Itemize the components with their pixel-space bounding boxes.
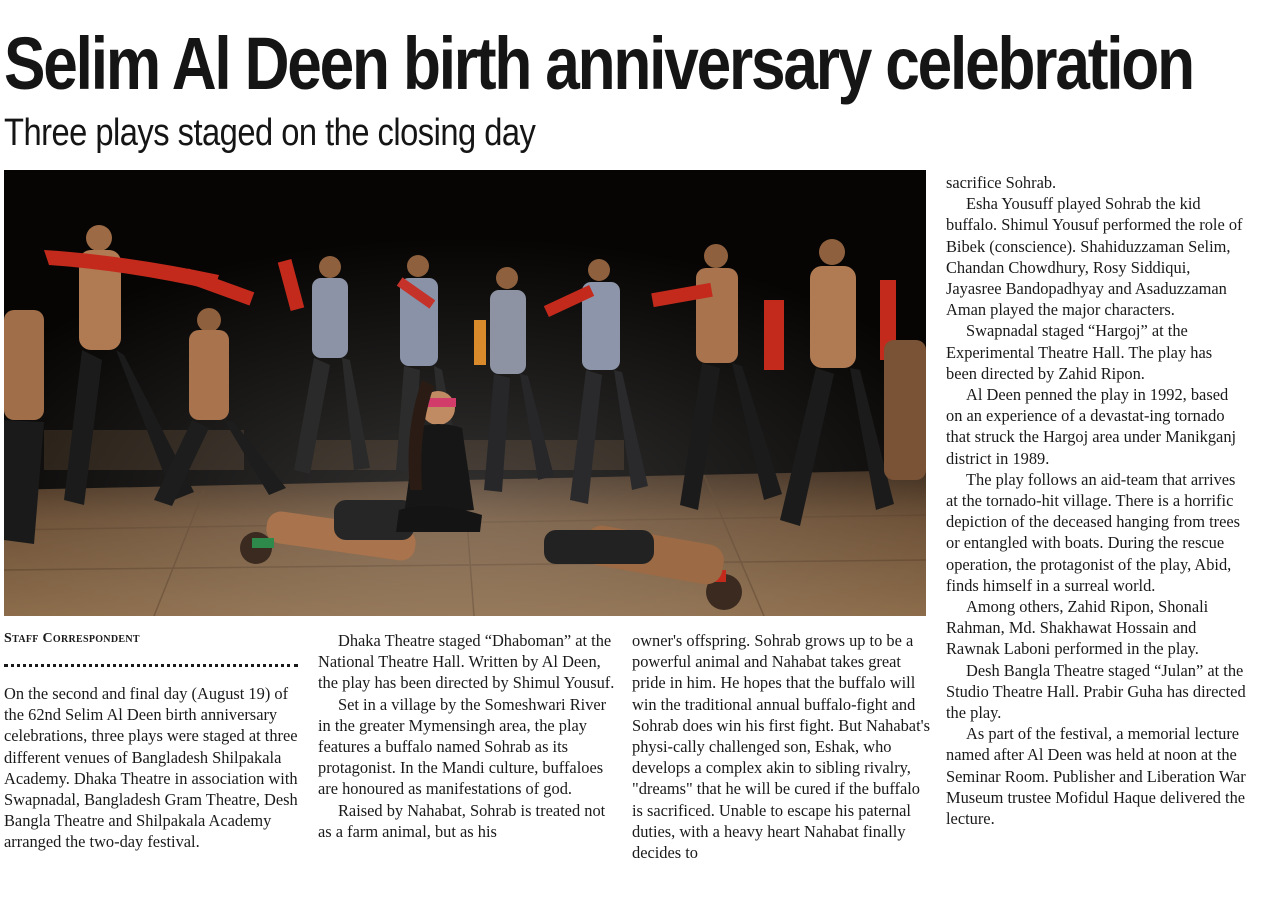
paragraph: Desh Bangla Theatre staged “Julan” at the Studio Theatre Hall. Prabir Guha has directed the play. xyxy=(946,660,1246,723)
headline-bold-part: Selim Al Deen xyxy=(4,22,388,105)
byline-divider xyxy=(4,664,298,667)
paragraph: Set in a village by the Someshwari River in the greater Mymensingh area, the play features a buffalo named Sohrab as its protagonist. In the Mandi culture, buffaloes are honoured as manifestations of god. xyxy=(318,694,607,799)
paragraph: Dhaka Theatre staged “Dhaboman” at the National Theatre Hall. Written by Al Deen, the play has been directed by Shimul Yousuf. xyxy=(318,631,615,693)
headline-regular-part: birth anniversary celebration xyxy=(387,22,1193,105)
article-column-4 xyxy=(946,172,1246,829)
paragraph: The play follows an aid-team that arrives at the tornado-hit village. There is a horrific depiction of the deceased hanging from trees or entangled with boats. During the rescue operation, the protagonist of the play, Abid, finds himself in a surreal world. xyxy=(946,469,1241,595)
article-column-1 xyxy=(4,683,298,853)
paragraph: Swapnadal staged “Hargoj” at the Experimental Theatre Hall. The play has been directed by Zahid Ripon. xyxy=(946,321,1213,383)
article-column-2 xyxy=(318,630,618,842)
paragraph: Raised by Nahabat, Sohrab is treated not as a farm animal, but as his xyxy=(318,800,606,841)
paragraph: owner's offspring. Sohrab grows up to be a powerful animal and Nahabat takes great pride in him. He hopes that the buffalo will win the traditional annual buffalo-fight and Sohrab does win his first fight. But Nahabat's physi-cally challenged son, Eshak, who develops a complex akin to sibling rivalry, "dreams" that he will be cured if the buffalo is sacrificed. Unable to escape his paternal duties, with a heavy heart Nahabat finally decides to xyxy=(632,631,930,863)
article-photo xyxy=(4,170,926,616)
byline: Staff Correspondent xyxy=(4,631,140,646)
headline xyxy=(4,22,1193,106)
stage-illustration xyxy=(4,170,926,616)
paragraph: sacrifice Sohrab. xyxy=(946,173,1057,192)
paragraph: Esha Yousuff played Sohrab the kid buffalo. Shimul Yousuf performed the role of Bibek (conscience). Shahiduzzaman Selim, Chandan Chowdhury, Rosy Siddiqui, Jayasree Bandopadhyay and Asaduzzaman Aman played the major characters. xyxy=(946,194,1243,320)
subheadline: Three plays staged on the closing day xyxy=(4,112,536,154)
article-column-3 xyxy=(632,630,932,863)
paragraph: As part of the festival, a memorial lecture named after Al Deen was held at noon at the Seminar Room. Publisher and Liberation War Museum trustee Mofidul Haque delivered the lecture. xyxy=(946,724,1246,829)
paragraph: Among others, Zahid Ripon, Shonali Rahman, Md. Shakhawat Hossain and Rawnak Laboni performed in the play. xyxy=(946,597,1209,659)
paragraph: On the second and final day (August 19) of the 62nd Selim Al Deen birth anniversary celebrations, three plays were staged at three different venues of Bangladesh Shilpakala Academy. Dhaka Theatre in association with Swapnadal, Bangladesh Gram Theatre, Desh Bangla Theatre and Shilpakala Academy arranged the two-day festival. xyxy=(4,684,298,852)
paragraph: Al Deen penned the play in 1992, based on an experience of a devastat-ing tornado that struck the Hargoj area under Manikganj district in 1989. xyxy=(946,385,1237,468)
